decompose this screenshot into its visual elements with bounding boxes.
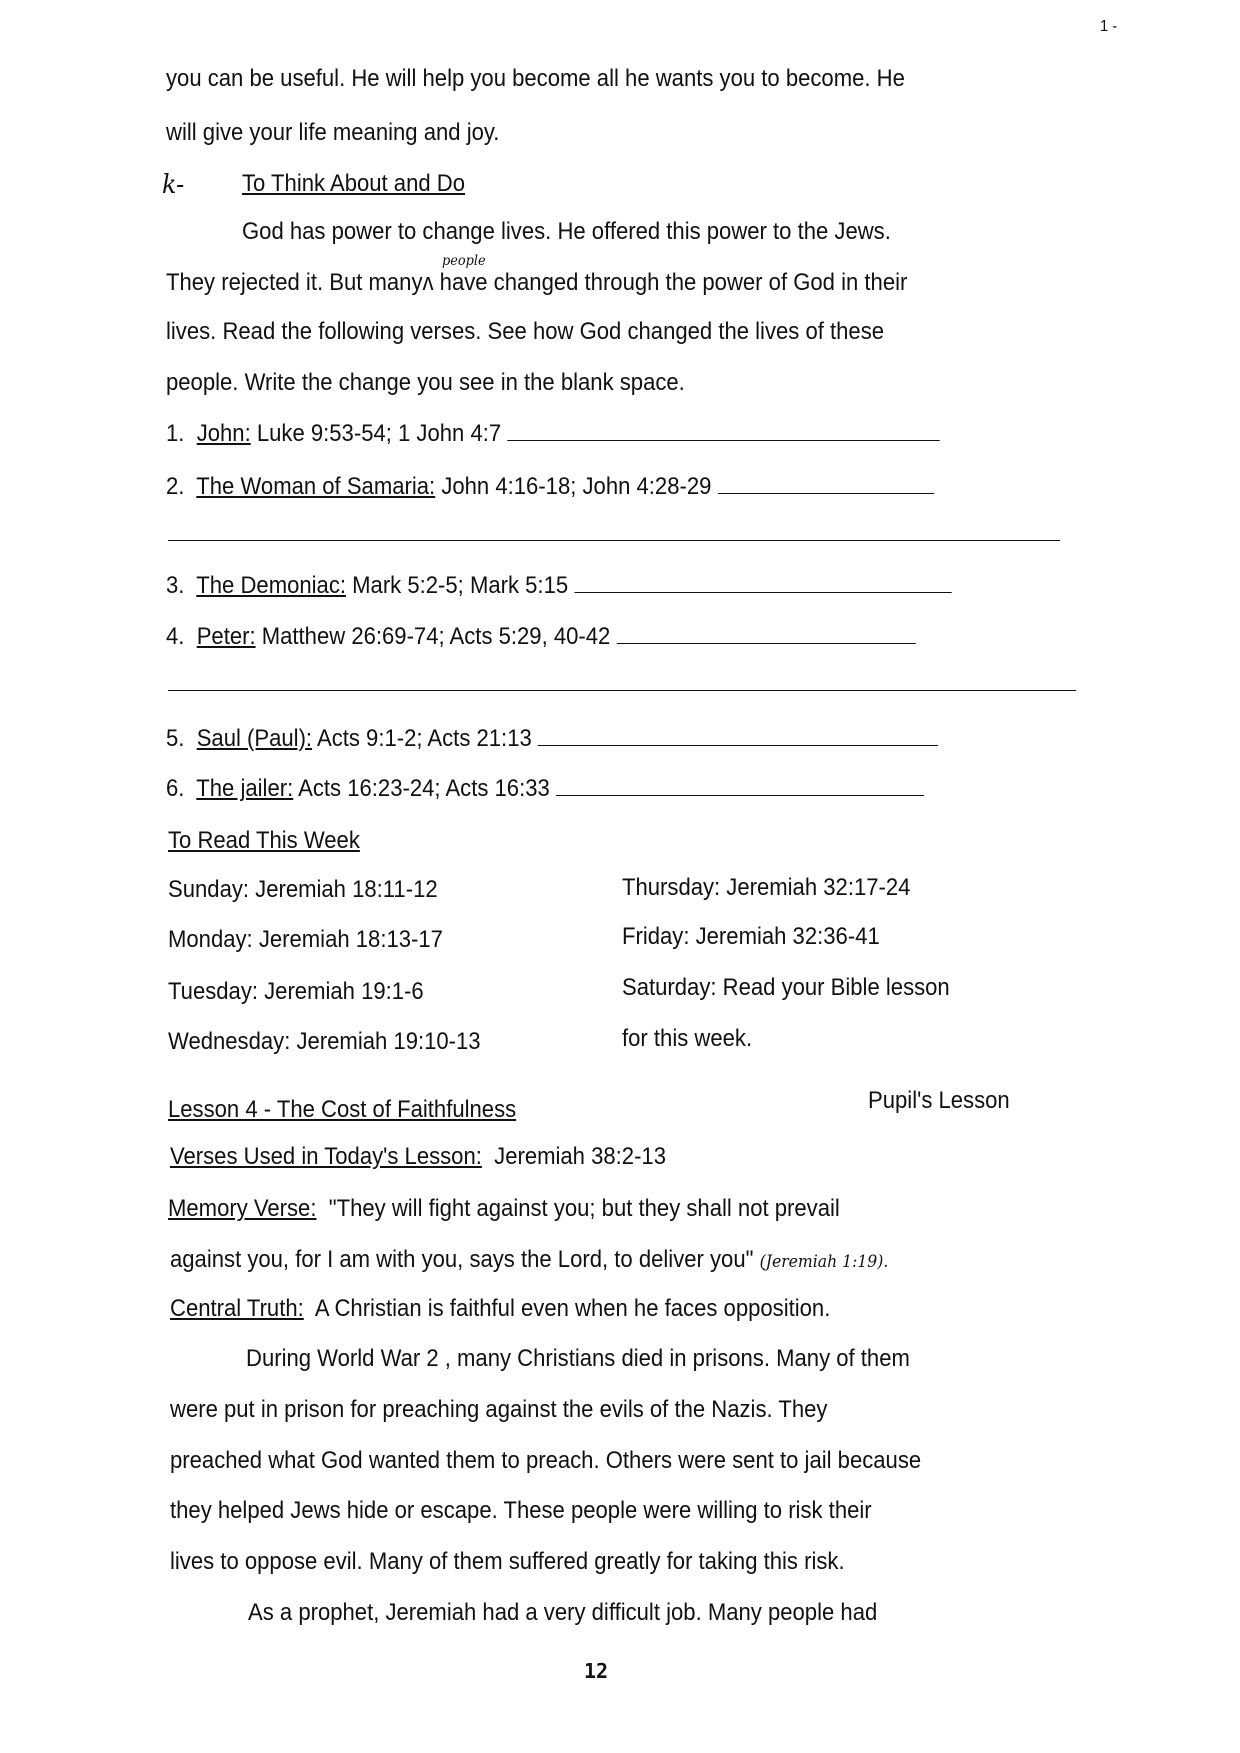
list-item: 5. Saul (Paul): Acts 9:1-2; Acts 21:13 <box>166 724 938 754</box>
memory-verse-line: Memory Verse: "They will fight against you; but they shall not prevail <box>168 1195 840 1222</box>
paragraph-line: God has power to change lives. He offered this power to the Jews. <box>242 218 891 245</box>
body-line: they helped Jews hide or escape. These people were willing to risk their <box>170 1497 872 1524</box>
paragraph-line: lives. Read the following verses. See how God changed the lives of these <box>166 318 885 345</box>
memory-verse-line: against you, for I am with you, says the Lord, to deliver you" (Jeremiah 1:19). <box>170 1246 889 1273</box>
body-line: were put in prison for preaching against the evils of the Nazis. They <box>170 1396 828 1423</box>
margin-mark: k- <box>162 170 185 200</box>
paragraph-line <box>166 268 907 298</box>
reading-left: Wednesday: Jeremiah 19:10-13 <box>168 1028 481 1055</box>
page-number: 12 <box>584 1659 609 1683</box>
text: have changed through the power of God in their <box>439 269 908 296</box>
answer-line[interactable] <box>168 690 1076 691</box>
central-truth-line: Central Truth: A Christian is faithful even when he faces opposition. <box>170 1295 831 1322</box>
list-item: 6. The jailer: Acts 16:23-24; Acts 16:33 <box>166 774 924 804</box>
section-heading-read: To Read This Week <box>168 827 360 854</box>
list-item: 4. Peter: Matthew 26:69-74; Acts 5:29, 40-42 <box>166 622 915 652</box>
reading-right: Saturday: Read your Bible lesson <box>622 974 950 1001</box>
reading-left: Tuesday: Jeremiah 19:1-6 <box>168 978 424 1005</box>
section-heading-think: To Think About and Do <box>242 170 465 197</box>
pupil-label: Pupil's Lesson <box>868 1087 1010 1114</box>
reading-right: Thursday: Jeremiah 32:17-24 <box>622 874 911 901</box>
handwritten-insert: people <box>442 253 486 269</box>
reading-right: Friday: Jeremiah 32:36-41 <box>622 923 880 950</box>
list-item: 1. John: Luke 9:53-54; 1 John 4:7 <box>166 419 940 449</box>
handwritten-reference: (Jeremiah 1:19). <box>759 1252 889 1272</box>
answer-line[interactable] <box>168 540 1060 541</box>
reading-right: for this week. <box>622 1025 753 1052</box>
corner-mark: 1 - <box>1100 18 1118 35</box>
list-item: 3. The Demoniac: Mark 5:2-5; Mark 5:15 <box>166 571 951 601</box>
list-item: 2. The Woman of Samaria: John 4:16-18; John 4:28-29 <box>166 472 934 502</box>
body-line: lives to oppose evil. Many of them suffered greatly for taking this risk. <box>170 1548 845 1575</box>
verses-line: Verses Used in Today's Lesson: Jeremiah 38:2-13 <box>170 1143 666 1170</box>
body-line: As a prophet, Jeremiah had a very difficult job. Many people had <box>248 1599 878 1626</box>
intro-line: you can be useful. He will help you become all he wants you to become. He <box>166 65 905 92</box>
reading-left: Monday: Jeremiah 18:13-17 <box>168 926 443 953</box>
body-line: During World War 2 , many Christians died in prisons. Many of them <box>246 1345 910 1372</box>
intro-line: will give your life meaning and joy. <box>166 119 500 146</box>
reading-left: Sunday: Jeremiah 18:11-12 <box>168 876 438 903</box>
lesson-title: Lesson 4 - The Cost of Faithfulness <box>168 1096 517 1123</box>
body-line: preached what God wanted them to preach. Others were sent to jail because <box>170 1447 922 1474</box>
text: They rejected it. But many <box>166 269 423 296</box>
paragraph-line: people. Write the change you see in the blank space. <box>166 369 685 396</box>
caret-mark: ʌ <box>422 269 434 296</box>
